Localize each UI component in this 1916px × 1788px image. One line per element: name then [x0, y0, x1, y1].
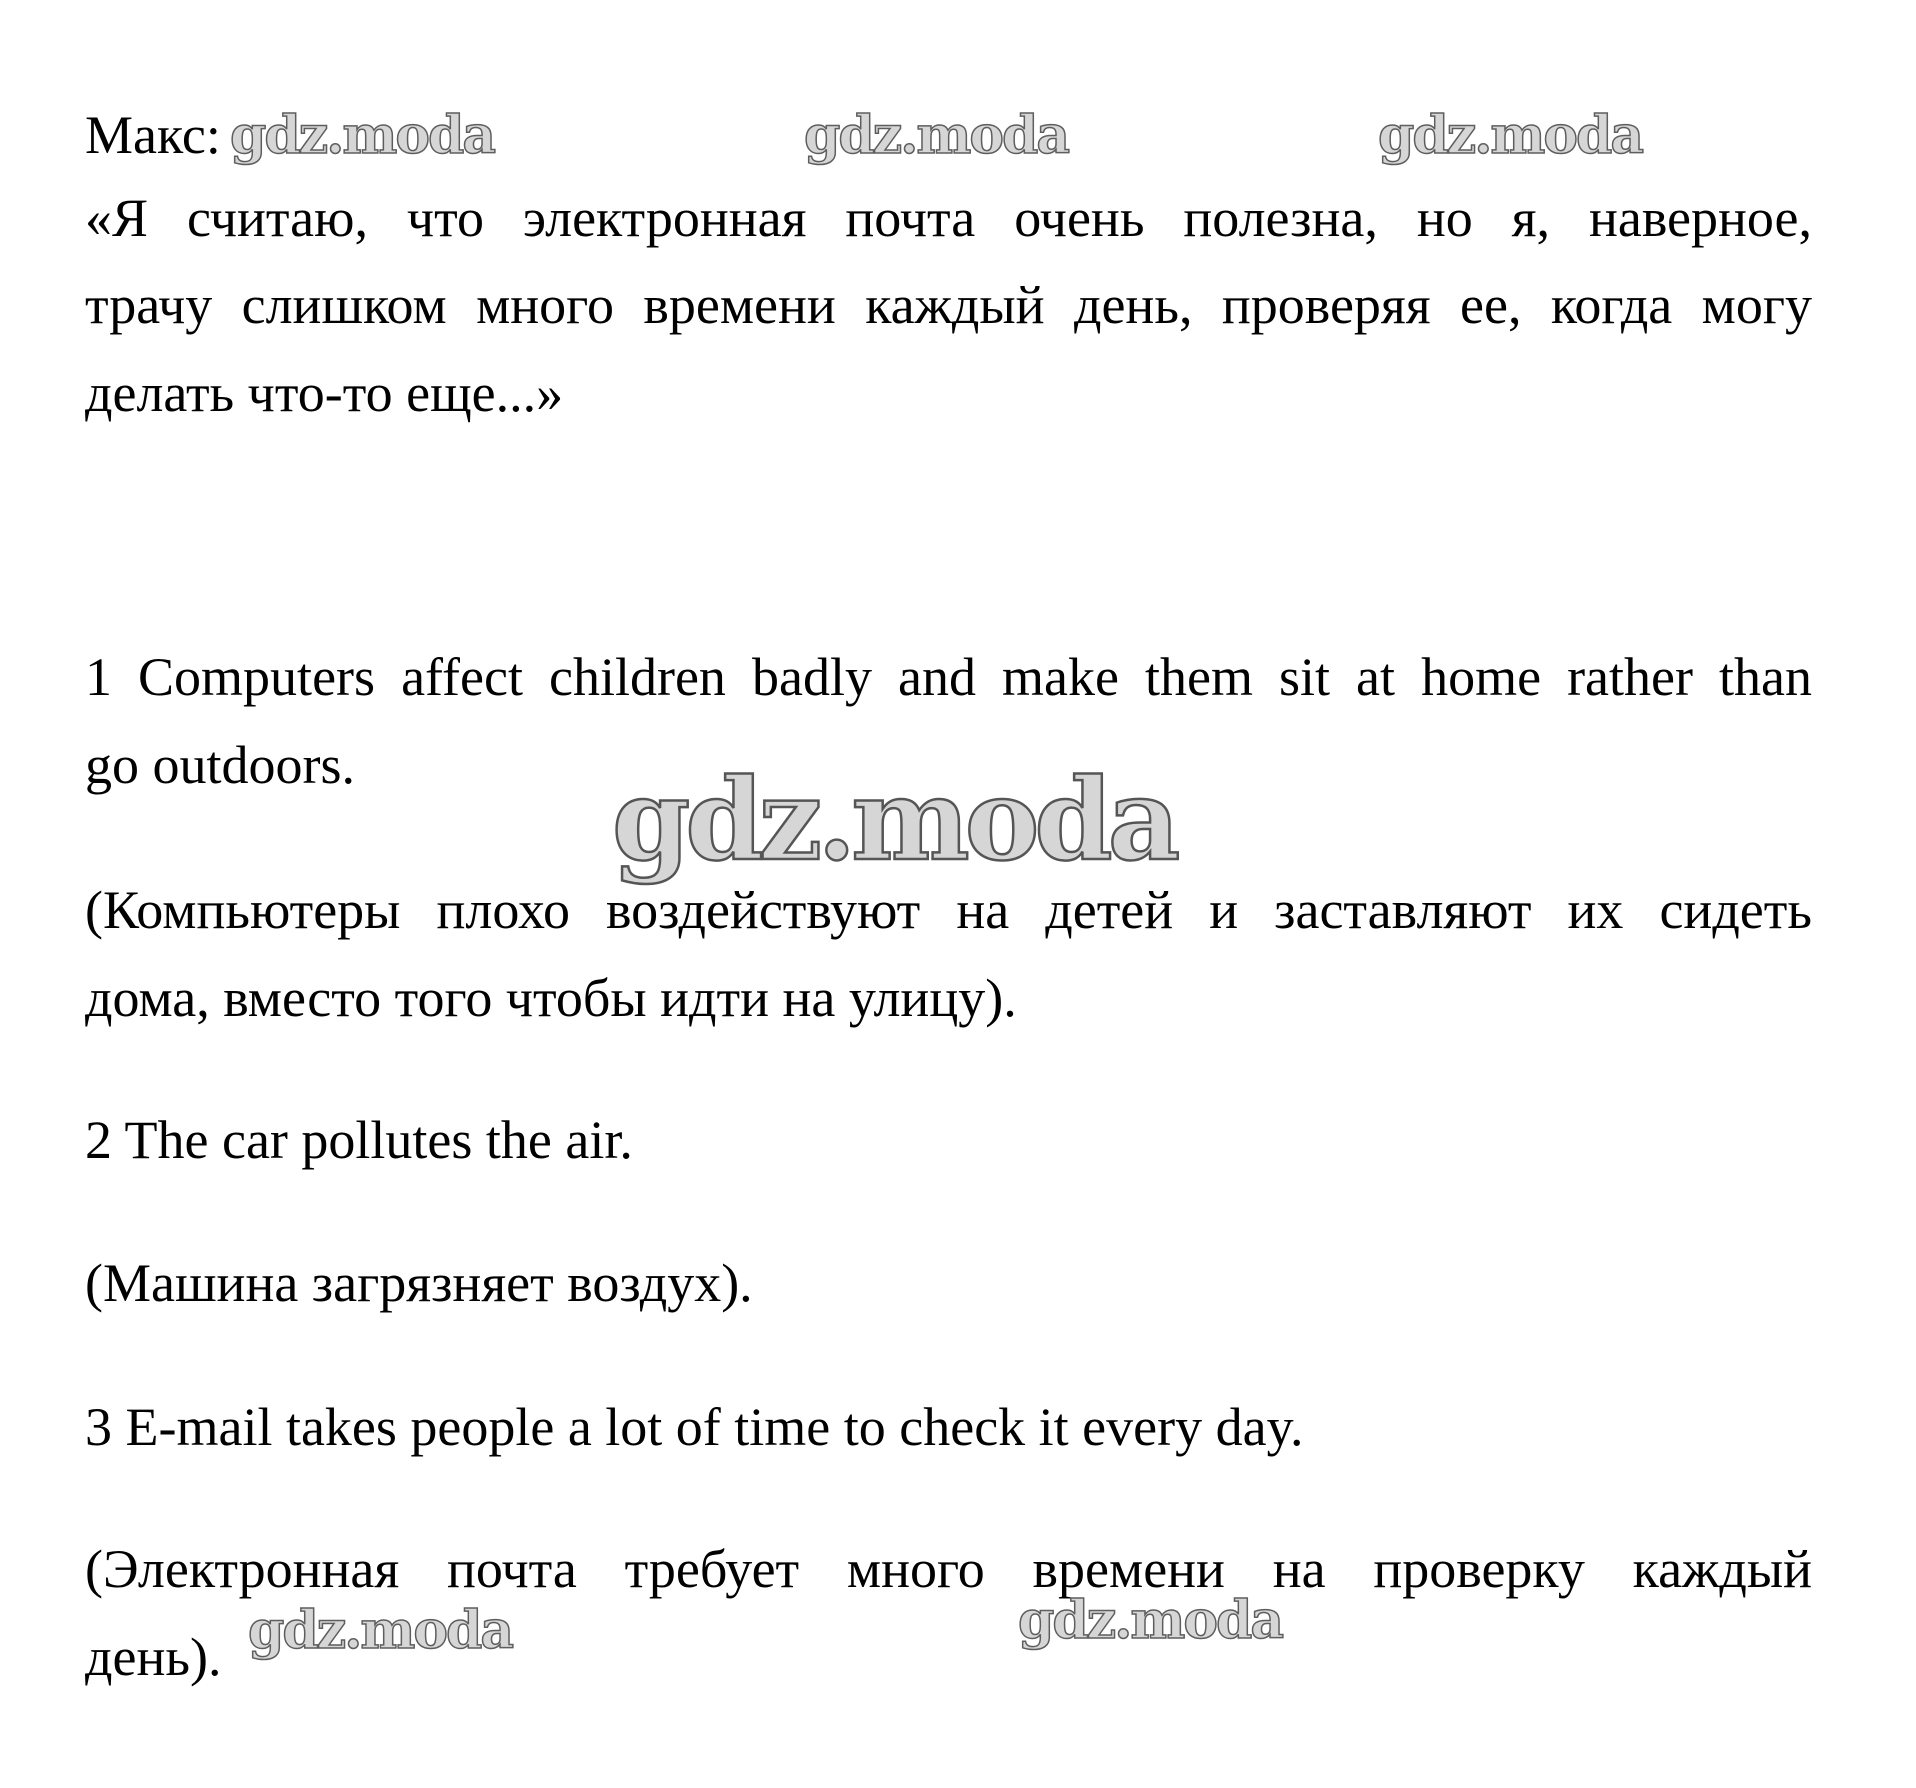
watermark: gdz.moda: [230, 105, 495, 166]
item-1-ru-line-2: дома, вместо того чтобы идти на улицу).: [85, 968, 1017, 1028]
speaker-label: Макс:: [85, 105, 221, 165]
watermark: gdz.moda: [1378, 105, 1643, 166]
watermark: gdz.moda: [1018, 1590, 1283, 1651]
item-2-ru-line-1: (Машина загрязняет воздух).: [85, 1253, 753, 1313]
quote-line-1: «Я считаю, что электронная почта очень полезна, но я, наверное,: [85, 188, 1812, 248]
item-1-en-line-1: 1 Computers affect children badly and make them sit at home rather than: [85, 647, 1812, 707]
quote-line-3: делать что-то еще...»: [85, 363, 564, 423]
watermark: gdz.moda: [804, 105, 1069, 166]
watermark-large: gdz.moda: [612, 755, 1176, 886]
item-3-ru-line-2: день).: [85, 1627, 222, 1687]
item-1-ru-line-1: (Компьютеры плохо воздействуют на детей и заставляют их сидеть: [85, 880, 1812, 940]
item-1-en-line-2: go outdoors.: [85, 735, 355, 795]
item-3-ru-line-1: (Электронная почта требует много времени на проверку каждый: [85, 1539, 1812, 1599]
watermark: gdz.moda: [248, 1600, 513, 1661]
quote-line-2: трачу слишком много времени каждый день, проверяя ее, когда могу: [85, 275, 1812, 335]
item-2-en-line-1: 2 The car pollutes the air.: [85, 1110, 633, 1170]
item-3-en-line-1: 3 E-mail takes people a lot of time to check it every day.: [85, 1397, 1304, 1457]
